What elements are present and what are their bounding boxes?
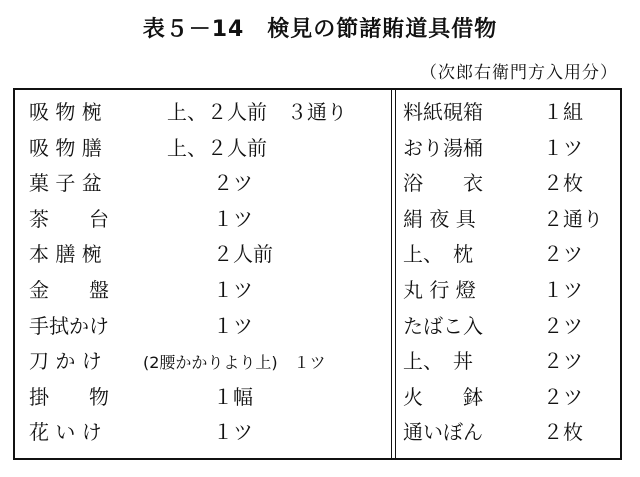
item-quantity: １幅	[213, 384, 253, 409]
item-quantity: ２枚	[543, 420, 583, 445]
item-quantity: ２ツ	[213, 171, 253, 196]
item-quantity: 上、２人前 ３通り	[167, 100, 347, 124]
item-name: 吸 物 膳	[29, 135, 102, 160]
item-quantity: １ツ	[213, 313, 253, 338]
item-name: 本 膳 椀	[29, 242, 102, 267]
item-name: 吸 物 椀	[29, 100, 102, 124]
item-quantity: ２人前	[213, 242, 273, 267]
item-quantity: １ツ	[213, 206, 253, 231]
table-row	[403, 278, 613, 314]
item-name: 上、 枕	[403, 242, 473, 267]
item-name: 花 い け	[29, 420, 102, 445]
item-name: 茶 台	[29, 206, 109, 231]
item-name: 手拭かけ	[29, 313, 109, 338]
item-name: 絹 夜 具	[403, 206, 476, 231]
table-row	[403, 207, 613, 243]
table-row	[403, 136, 613, 172]
table-row	[25, 349, 387, 385]
column-divider	[391, 90, 396, 458]
item-name: 菓 子 盆	[29, 171, 102, 196]
table-row	[25, 207, 387, 243]
table-row	[403, 314, 613, 350]
table-row	[25, 314, 387, 350]
table-row	[403, 100, 613, 136]
item-quantity: ２ツ	[543, 242, 583, 267]
item-quantity: ２通り	[543, 206, 603, 231]
item-name: 丸 行 燈	[403, 277, 476, 302]
item-name: 浴 衣	[403, 171, 483, 196]
item-name: 上、 丼	[403, 349, 473, 374]
item-quantity: ２枚	[543, 171, 583, 196]
item-quantity: １ツ	[213, 420, 253, 445]
table-row	[25, 136, 387, 172]
item-name: 通いぼん	[403, 420, 483, 445]
item-quantity: (2腰かかりより上) １ツ	[143, 353, 326, 373]
item-quantity: １ツ	[213, 277, 253, 302]
item-name: 料紙硯箱	[403, 100, 483, 124]
item-name: 刀 か け	[29, 349, 102, 374]
item-quantity: ２ツ	[543, 313, 583, 338]
table-row	[25, 100, 387, 136]
item-name: 火 鉢	[403, 384, 483, 409]
table-row	[25, 171, 387, 207]
table-row	[403, 385, 613, 421]
item-quantity: １ツ	[543, 135, 583, 160]
right-column	[403, 100, 613, 456]
table-row	[403, 242, 613, 278]
source-note: （次郎右衛門方入用分）	[420, 63, 618, 83]
item-quantity: ２ツ	[543, 384, 583, 409]
item-quantity: １組	[543, 100, 583, 124]
left-column	[25, 100, 387, 456]
table-row	[25, 242, 387, 278]
item-name: おり湯桶	[403, 135, 483, 160]
table-row	[25, 278, 387, 314]
table-title: 表５－14 検見の節諸賄道具借物	[142, 17, 498, 42]
table-row	[25, 420, 387, 456]
items-table	[13, 88, 622, 460]
table-row	[25, 385, 387, 421]
item-name: 金 盤	[29, 277, 109, 302]
table-row	[403, 171, 613, 207]
item-quantity: ２ツ	[543, 349, 583, 374]
item-quantity: 上、２人前	[167, 135, 267, 160]
item-name: 掛 物	[29, 384, 109, 409]
table-row	[403, 349, 613, 385]
item-name: たばこ入	[403, 313, 483, 338]
item-quantity: １ツ	[543, 277, 583, 302]
table-row	[403, 420, 613, 456]
